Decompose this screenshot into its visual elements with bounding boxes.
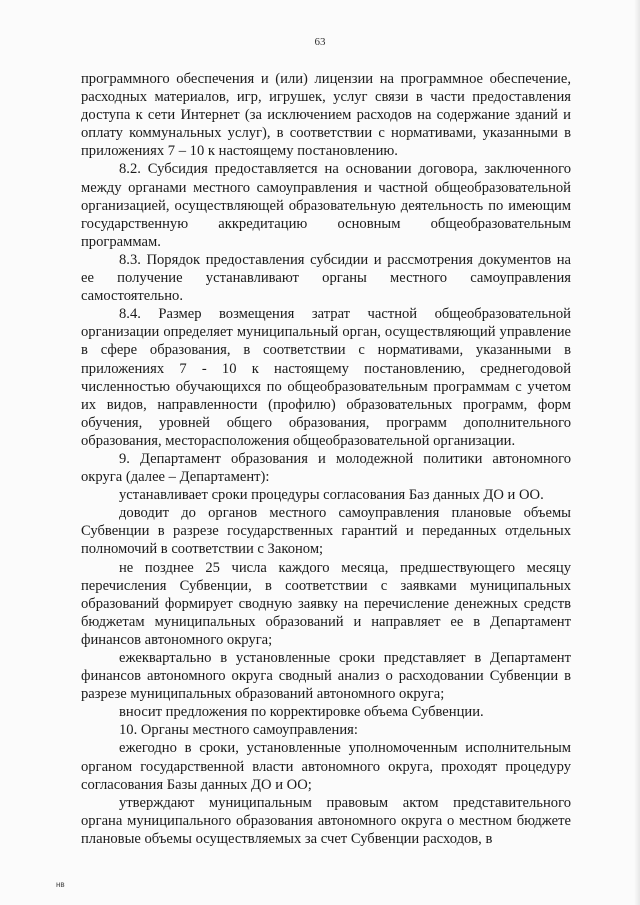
paragraph: 8.3. Порядок предоставления субсидии и рассмотрения документов на ее получение устанавливают органы местного самоуправления самостоятельно. <box>81 251 571 305</box>
paragraph: ежегодно в сроки, установленные уполномоченным исполнительным органом государственной власти автономного округа, проходят процедуру согласования Базы данных ДО и ОО; <box>81 740 571 793</box>
paragraph: 10. Органы местного самоуправления: <box>119 722 358 739</box>
paragraph: доводит до органов местного самоуправления плановые объемы Субвенции в разрезе государственных гарантий и переданных отдельных полномочий в соответствии с Законом; <box>81 505 571 558</box>
paragraph: устанавливает сроки процедуры согласования Баз данных ДО и ОО. <box>119 487 544 504</box>
paragraph: ежеквартально в установленные сроки представляет в Департамент финансов автономного округа сводный анализ о расходовании Субвенции в разрезе муниципальных образований автономного округа; <box>81 650 571 703</box>
paragraph: вносит предложения по корректировке объема Субвенции. <box>119 704 484 721</box>
body-text <box>81 70 571 848</box>
footer-mark: нв <box>56 880 65 889</box>
paragraph: 8.2. Субсидия предоставляется на основании договора, заключенного между органами местного самоуправления и частной общеобразовательной организацией, осуществляющей образовательную деятельность по имеющим государственную аккредитацию основным общеобразовательным программам. <box>81 161 571 250</box>
page-edge-shadow <box>634 0 640 905</box>
paragraph: 9. Департамент образования и молодежной политики автономного округа (далее – Департамент): <box>81 450 571 486</box>
page-number: 63 <box>314 36 326 48</box>
paragraph: не позднее 25 числа каждого месяца, предшествующего месяцу перечисления Субвенции, в соответствии с заявками муниципальных образований формирует сводную заявку на перечисление денежных средств бюджетам муниципальных образований и направляет ее в Департамент финансов автономного округа; <box>81 559 571 648</box>
paragraph: 8.4. Размер возмещения затрат частной общеобразовательной организации определяет муниципальный орган, осуществляющий управление в сфере образования, в соответствии с нормативами, указанными в приложениях 7 - 10 к настоящему постановлению, среднегодовой численностью обучающихся по общеобразовательным программам с учетом их видов, направленности (профилю) образовательных программ, форм обучения, уровней общего образования, программ дополнительного образования, месторасположения общеобразовательной организации. <box>81 306 571 449</box>
paragraph: утверждают муниципальным правовым актом представительного органа муниципального образования автономного округа о местном бюджете плановые объемы осуществляемых за счет Субвенции расходов, в <box>81 794 571 847</box>
paragraph: программного обеспечения и (или) лицензии на программное обеспечение, расходных материалов, игр, игрушек, услуг связи в части предоставления доступа к сети Интернет (за исключением расходов на содержание зданий и оплату коммунальных услуг), в соответствии с нормативами, указанными в приложениях 7 – 10 к настоящему постановлению. <box>81 71 571 160</box>
